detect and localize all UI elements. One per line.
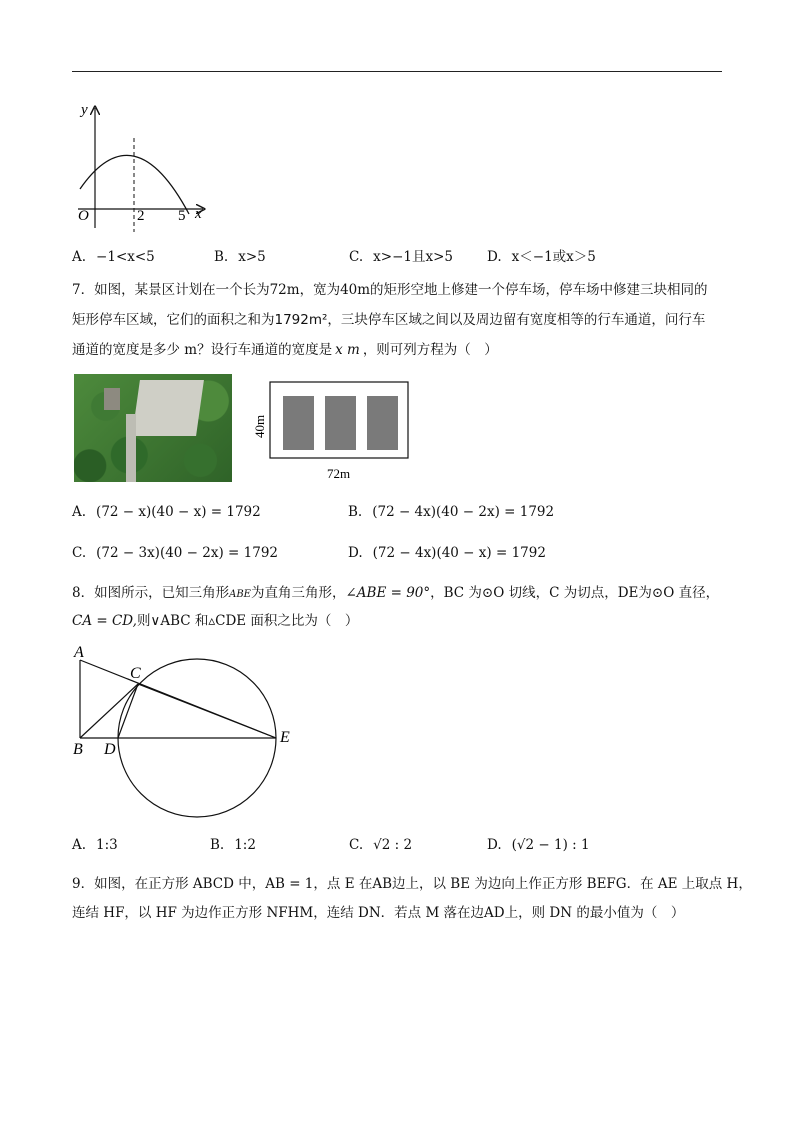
geometry-figure: [68, 640, 308, 820]
q8-option-c[interactable]: C. √2 : 2: [349, 837, 413, 853]
q6-option-d[interactable]: D. x＜−1或x＞5: [487, 249, 596, 265]
photo-building: [104, 388, 120, 410]
segment-ce: [138, 684, 276, 738]
photo-parking-lot: [132, 380, 204, 436]
point-d-label: D: [104, 741, 116, 758]
q7-option-a[interactable]: A. (72 − x)(40 − x) = 1792: [72, 504, 261, 520]
parking-diagram: [250, 380, 415, 482]
width-label: 72m: [327, 466, 351, 481]
q8-line-1: 8．如图所示，已知三角形ABE为直角三角形，∠ABE = 90°，BC 为⊙O 切线，C 为切点，DE为⊙O 直径，: [72, 585, 720, 601]
origin-label: O: [78, 208, 89, 224]
segment-cd: [118, 684, 138, 738]
q9-line-1: 9．如图，在正方形 ABCD 中，AB = 1，点 E 在AB边上，以 BE 为边向上作正方形 BEFG．在 AE 上取点 H，: [72, 876, 752, 892]
photo-road: [126, 414, 136, 482]
q8-option-b[interactable]: B. 1:2: [210, 837, 256, 853]
y-axis-label: y: [81, 102, 88, 118]
parking-area-3: [367, 396, 398, 450]
q7-option-d[interactable]: D. (72 − 4x)(40 − x) = 1792: [348, 545, 546, 561]
header-rule: [72, 71, 722, 72]
q6-option-b[interactable]: B. x>5: [214, 249, 266, 265]
point-a-label: A: [74, 644, 84, 661]
point-b-label: B: [73, 741, 83, 758]
q8-option-d[interactable]: D. (√2 − 1) : 1: [487, 837, 590, 853]
q7-line-3: 通道的宽度是多少 m？设行车通道的宽度是 x m ，则可列方程为（ ）: [72, 342, 498, 358]
parking-area-1: [283, 396, 314, 450]
parking-area-2: [325, 396, 356, 450]
q7-line-2: 矩形停车区域，它们的面积之和为1792m²，三块停车区域之间以及周边留有宽度相等的行车通道，问行车: [72, 312, 706, 328]
tick-label-2: 2: [137, 208, 145, 224]
point-c-label: C: [130, 665, 141, 682]
height-label: 40m: [252, 414, 267, 438]
q9-line-2: 连结 HF，以 HF 为边作正方形 NFHM，连结 DN．若点 M 落在边AD上，则 DN 的最小值为（ ）: [72, 905, 685, 921]
point-e-label: E: [280, 729, 290, 746]
q7-option-c[interactable]: C. (72 − 3x)(40 − 2x) = 1792: [72, 545, 279, 561]
q7-option-b[interactable]: B. (72 − 4x)(40 − 2x) = 1792: [348, 504, 555, 520]
q6-option-c[interactable]: C. x>−1且x>5: [349, 249, 453, 265]
parking-aerial-photo: [74, 374, 232, 482]
q8-line-2: CA = CD,则∨ABC 和▵CDE 面积之比为（ ）: [72, 613, 359, 629]
q6-option-a[interactable]: A. −1<x<5: [72, 249, 155, 265]
parabola-curve: [80, 155, 189, 214]
q7-line-1: 7．如图，某景区计划在一个长为72m，宽为40m的矩形空地上修建一个停车场，停车场中修建三块相同的: [72, 282, 708, 298]
tick-label-5: 5: [178, 208, 186, 224]
segment-bc: [80, 684, 138, 738]
x-axis-label: x: [195, 206, 202, 222]
parabola-graph: [68, 96, 218, 236]
q8-option-a[interactable]: A. 1:3: [72, 837, 118, 853]
